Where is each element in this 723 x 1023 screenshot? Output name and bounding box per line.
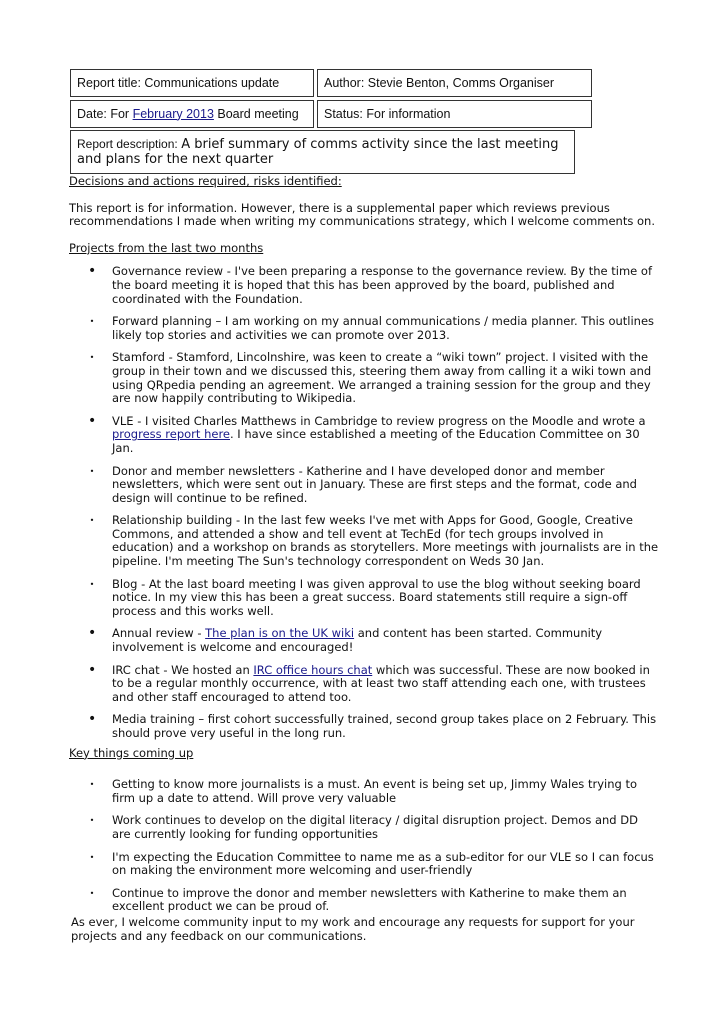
list-item (69, 778, 659, 805)
item-text: I'm expecting the Education Committee to name me as a sub-editor for our VLE so I can focus on making the environment more welcoming and user-friendly (112, 849, 654, 878)
bullet-icon: • (88, 412, 97, 429)
list-item (69, 887, 659, 914)
item-text: Relationship building - In the last few weeks I've met with Apps for Good, Google, Creative Commons, and attended a show and tell event at TechEd (for tech groups involved in education) and a workshop on brands as storytellers. More meetings with journalists are in the pipeline. I'm meeting The Sun's technology correspondent on Weds 30 Jan. (112, 513, 659, 569)
bullet-icon: • (89, 852, 95, 862)
list-item (69, 465, 659, 506)
item-text: Blog - At the last board meeting I was given approval to use the blog without seeking board notice. In my view this has been a great success. Board statements still require a sign-off process and this works well. (112, 576, 641, 618)
list-item (69, 713, 659, 740)
list-item (69, 265, 659, 306)
item-text: Getting to know more journalists is a must. An event is being set up, Jimmy Wales trying to firm up a date to attend. Will prove very valuable (112, 777, 637, 805)
bullet-icon: • (88, 711, 97, 728)
date-cell (70, 100, 314, 128)
projects-heading: Projects from the last two months (69, 240, 264, 255)
list-item (69, 661, 659, 705)
item-text-before: VLE - I visited Charles Matthews in Cambridge to review progress on the Moodle and wrote a (112, 413, 646, 428)
bullet-icon: • (89, 317, 95, 327)
coming-up-heading: Key things coming up (69, 745, 194, 760)
bullet-icon: • (88, 661, 97, 678)
status-label: Status: (324, 106, 363, 121)
list-item (69, 514, 659, 568)
item-text: Continue to improve the donor and member newsletters with Katherine to make them an excellent product we can be proud of. (112, 885, 627, 914)
bullet-icon: • (89, 516, 95, 526)
list-item (69, 851, 659, 878)
status-cell (317, 100, 592, 128)
annual-review-link[interactable]: The plan is on the UK wiki (205, 626, 355, 641)
report-title-value: Communications update (144, 75, 280, 90)
bullet-icon: • (89, 780, 95, 790)
description-value: A brief summary of comms activity since the last meeting and plans for the next quarter (77, 137, 559, 167)
projects-list (69, 265, 659, 740)
bullet-icon: • (89, 353, 95, 363)
date-link[interactable]: February 2013 (132, 106, 214, 121)
item-text-after: . I have since established a meeting of the Education Committee on 30 Jan. (112, 427, 640, 455)
bullet-icon: • (88, 263, 97, 280)
description-cell (70, 130, 575, 174)
item-text: Governance review - I've been preparing a response to the governance review. By the time of the board meeting it is hoped that this has been approved by the board, published and coordinated with the Foundation. (112, 264, 653, 306)
report-title-label: Report title: (77, 75, 141, 90)
bullet-icon: • (89, 888, 95, 898)
decisions-text: This report is for information. However, there is a supplemental paper which reviews previous recommendations I made when writing my communications strategy, which I welcome comments on. (69, 200, 655, 229)
author-value: Stevie Benton, Comms Organiser (367, 75, 554, 90)
item-text-before: IRC chat - We hosted an (112, 662, 254, 677)
date-suffix: Board meeting (217, 106, 299, 121)
list-item (69, 351, 659, 405)
item-text-after: which was successful. These are now booked in to be a regular monthly occurrence, with at least two staff attending each one, with trustees and other staff encouraged to attend too. (112, 662, 650, 704)
item-text: Stamford - Stamford, Lincolnshire, was keen to create a “wiki town” project. I visited with the group in their town and we discussed this, steering them away from calling it a wiki town and using QRpedia pending an agreement. We arranged a training session for the group and they are now happily contributing to Wikipedia. (112, 350, 652, 406)
item-text: Media training – first cohort successfully trained, second group takes place on 2 February. This should prove very useful in the long run. (112, 712, 657, 740)
bullet-icon: • (89, 579, 95, 589)
irc-chat-link[interactable]: IRC office hours chat (253, 662, 373, 677)
item-text: Forward planning – I am working on my annual communications / media planner. This outlines likely top stories and activities we can promote over 2013. (112, 314, 655, 342)
progress-report-link[interactable]: progress report here (112, 427, 230, 442)
bullet-icon: • (88, 625, 97, 642)
bullet-icon: • (89, 816, 95, 826)
closing-text: As ever, I welcome community input to my work and encourage any requests for support for your projects and any feedback on our communications. (71, 914, 635, 943)
author-cell (317, 69, 592, 97)
coming-up-list (69, 778, 659, 914)
list-item (69, 315, 659, 342)
list-item (69, 412, 659, 456)
author-label: Author: (324, 75, 365, 90)
item-text-before: Annual review - (112, 626, 206, 641)
decisions-heading: Decisions and actions required, risks identified: (69, 174, 342, 188)
report-body (69, 175, 659, 943)
list-item (69, 627, 659, 654)
description-label: Report description: (77, 137, 178, 151)
date-label: Date: For (77, 106, 130, 121)
item-text: Donor and member newsletters - Katherine and I have developed donor and member newsletters, which were sent out in January. These are first steps and the format, code and design will continue to be refined. (112, 463, 637, 505)
bullet-icon: • (89, 466, 95, 476)
item-text: Work continues to develop on the digital literacy / digital disruption project. Demos and DD are currently looking for funding opportunities (112, 813, 638, 841)
status-value: For information (366, 106, 451, 121)
report-title-cell (70, 69, 314, 97)
list-item (69, 578, 659, 619)
list-item (69, 814, 659, 841)
item-text-after: and content has been started. Community involvement is welcome and encouraged! (112, 626, 603, 655)
